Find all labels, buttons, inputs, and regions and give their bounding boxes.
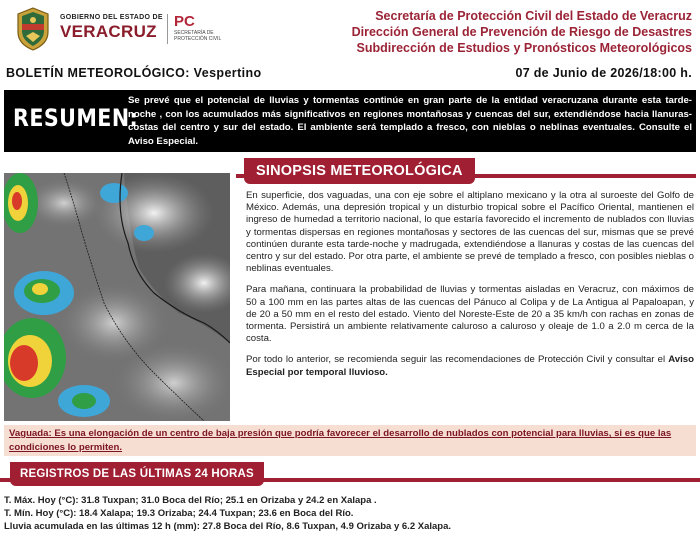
- satellite-map: [4, 173, 230, 421]
- gov-label-small: GOBIERNO DEL ESTADO DE: [60, 14, 163, 21]
- satellite-image: [4, 173, 230, 421]
- header: [0, 0, 700, 62]
- sinopsis-body: [246, 190, 694, 388]
- gov-logo-text: [60, 14, 163, 40]
- sinopsis-paragraph-3-text: Por todo lo anterior, se recomienda seguir las recomendaciones de Protección Civil y consultar el: [246, 354, 669, 366]
- max-temperature-record: T. Máx. Hoy (°C): 31.8 Tuxpan; 31.0 Boca del Río; 25.1 en Orizaba y 24.2 en Xalapa .: [4, 495, 377, 506]
- pc-letters: PC: [174, 13, 195, 30]
- bulletin-date: 07 de Junio de 2026/18:00 h.: [515, 66, 692, 80]
- rainfall-record: Lluvia acumulada en las últimas 12 h (mm): 27.8 Boca del Río, 8.6 Tuxpan, 4.9 Orizaba y 6.2 Xalapa.: [4, 521, 452, 532]
- aviso-especial-link[interactable]: Aviso Especial por temporal lluvioso.: [246, 354, 694, 378]
- gov-label-main: VERACRUZ: [60, 22, 157, 41]
- proteccion-civil-logo: [174, 14, 222, 42]
- title-line-2: Dirección General de Prevención de Riesgo de Desastres: [351, 25, 692, 39]
- title-line-3: Subdirección de Estudios y Pronósticos Meteorológicos: [356, 41, 692, 55]
- sinopsis-heading: SINOPSIS METEOROLÓGICA: [244, 158, 475, 184]
- min-temperature-record: T. Mín. Hoy (°C): 18.4 Xalapa; 19.3 Orizaba; 24.4 Tuxpan; 23.6 en Boca del Río.: [4, 508, 354, 519]
- bulletin-title: BOLETÍN METEOROLÓGICO: Vespertino: [6, 66, 262, 80]
- resumen-text: Se prevé que el potencial de lluvias y tormentas continúe en gran parte de la entidad veracruzana durante esta tarde- noche , con los acumulados más significativos en regiones montañosas y cuencas del sur, extendiéndose hacia llanuras-costas del centro y sur del estado. El ambiente será templado a fresco, con nieblas o neblinas eventuales. Consulte el Aviso Especial.: [128, 95, 692, 147]
- pc-subtitle: SECRETARÍA DE PROTECCIÓN CIVIL: [174, 30, 222, 42]
- logo-divider: [167, 14, 168, 44]
- registros-heading: REGISTROS DE LAS ÚLTIMAS 24 HORAS: [10, 462, 264, 486]
- resumen-box: [4, 90, 696, 152]
- sinopsis-paragraph-2: Para mañana, continuara la probabilidad de lluvias y tormentas aisladas en Veracruz, con máximos de 50 a 100 mm en las partes altas de las cuencas del Pánuco al Colipa y de La Antigua al Papaloapan, y de 20 a 50 mm en el resto del estado. Viento del Noreste-Este de 20 a 35 km/h con rachas en zonas de tormenta. Persistirá un ambiente relativamente caluroso a caluroso y oleaje de 1.0 a 2.0 m cerca de la costa.: [246, 284, 694, 345]
- sinopsis-paragraph-3: [246, 354, 694, 378]
- bulletin-line: [0, 64, 700, 84]
- registros-list: [4, 494, 696, 533]
- institution-titles: [352, 8, 692, 56]
- vaguada-note: Vaguada: Es una elongación de un centro de baja presión que podría favorecer el desarrollo de nublados con potencial para lluvias, si es que las condiciones lo permiten.: [4, 425, 696, 456]
- resumen-label: RESUMEN:: [13, 104, 139, 132]
- sinopsis-paragraph-1: En superficie, dos vaguadas, una con eje sobre el altiplano mexicano y la otra al suroeste del Golfo de México. Además, una depresión tropical y un disturbio tropical sobre el Pacífico Oriental, mantienen el ingreso de humedad a territorio nacional, lo que estaría favorecido el incremento de nublados con lluvias y tormentas dispersas en regiones montañosas y sectores de las cuencas del sur, mismas que se prevé continúen durante esta tarde-noche y madrugada, extendiéndose a llanuras y costas de las cuencas del centro y sur del estado. Por otra parte, el ambiente se prevé de templado a fresco, con posibles nieblas o neblinas eventuales.: [246, 190, 694, 275]
- title-line-1: Secretaría de Protección Civil del Estado de Veracruz: [375, 9, 692, 23]
- veracruz-shield-logo: [14, 6, 52, 52]
- registros-header: [0, 462, 700, 486]
